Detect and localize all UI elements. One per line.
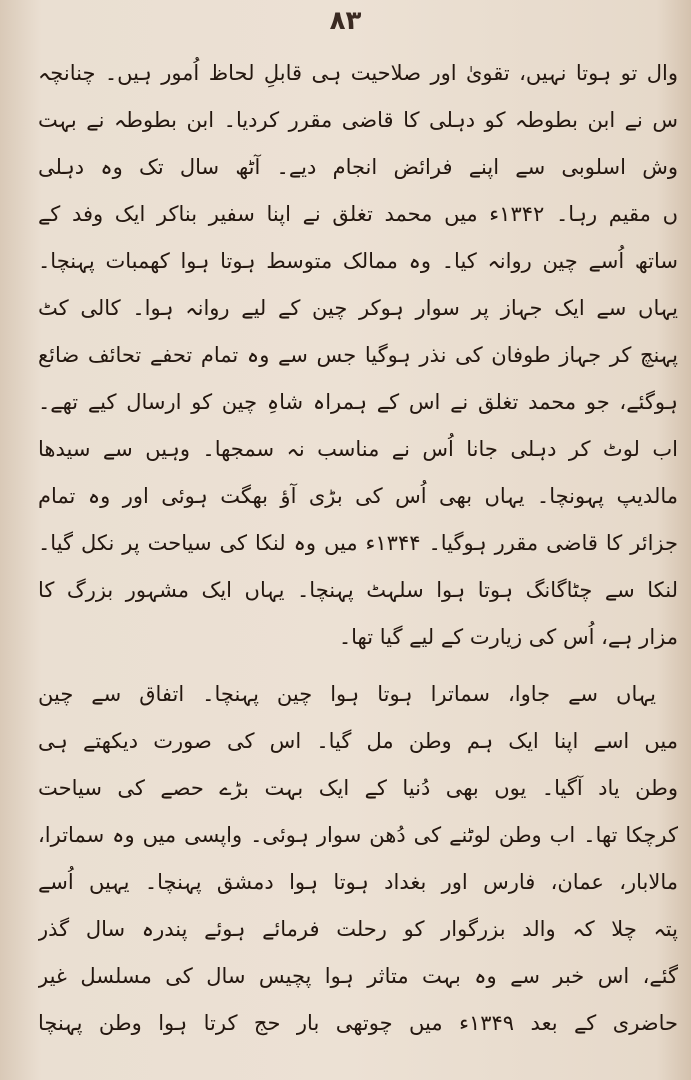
text-line: حاضری کے بعد ۱۳۴۹ء میں چوتھی بار حج کرتا ہوا وطن پہنچا xyxy=(38,1011,678,1035)
text-line: س نے ابن بطوطہ کو دہلی کا قاضی مقرر کردیا۔ ابن بطوطہ نے بہت xyxy=(38,108,678,132)
text-line: پہنچ کر جہاز طوفان کی نذر ہوگیا جس سے وہ تمام تحفے تحائف ضائع xyxy=(38,343,678,367)
text-line: لنکا سے چٹاگانگ ہوتا ہوا سلہٹ پہنچا۔ یہاں ایک مشہور بزرگ کا xyxy=(38,578,678,602)
text-line: کرچکا تھا۔ اب وطن لوٹنے کی دُھن سوار ہوئی۔ واپسی میں وہ سماترا، xyxy=(38,823,678,847)
text-line: یہاں سے جاوا، سماترا ہوتا ہوا چین پہنچا۔ اتفاق سے چین xyxy=(38,682,656,706)
text-line: وطن یاد آگیا۔ یوں بھی دُنیا کے ایک بہت بڑے حصے کی سیاحت xyxy=(38,776,678,800)
text-line: گئے، اس خبر سے وہ بہت متاثر ہوا پچیس سال کی مسلسل غیر xyxy=(38,964,678,988)
page-number: ۸۳ xyxy=(329,6,362,36)
text-line: ساتھ اُسے چین روانہ کیا۔ وہ ممالک متوسط ہوتا ہوا کھمبات پہنچا۔ xyxy=(38,249,678,273)
text-line: پتہ چلا کہ والد بزرگوار کو رحلت فرمائے ہوئے پندرہ سال گذر xyxy=(38,917,678,941)
body-text xyxy=(38,50,678,1047)
text-line: ں مقیم رہا۔ ۱۳۴۲ء میں محمد تغلق نے اپنا سفیر بناکر ایک وفد کے xyxy=(38,202,678,226)
text-line: مالابار، عمان، فارس اور بغداد ہوتا ہوا دمشق پہنچا۔ یہیں اُسے xyxy=(38,870,678,894)
text-line: مزار ہے، اُس کی زیارت کے لیے گیا تھا۔ xyxy=(338,625,678,649)
text-line: وش اسلوبی سے اپنے فرائض انجام دیے۔ آٹھ سال تک وہ دہلی xyxy=(38,155,678,179)
text-line: ہوگئے، جو محمد تغلق نے اس کے ہمراہ شاہِ چین کو ارسال کیے تھے۔ xyxy=(38,390,678,414)
text-line: وال تو ہوتا نہیں، تقویٰ اور صلاحیت ہی قابلِ لحاظ اُمور ہیں۔ چنانچہ xyxy=(38,61,678,85)
text-line: یہاں سے ایک جہاز پر سوار ہوکر چین کے لیے روانہ ہوا۔ کالی کٹ xyxy=(38,296,678,320)
text-line: مالدیپ پہونچا۔ یہاں بھی اُس کی بڑی آؤ بھگت ہوئی اور وہ تمام xyxy=(38,484,678,508)
text-line: اب لوٹ کر دہلی جانا اُس نے مناسب نہ سمجھا۔ وہیں سے سیدھا xyxy=(38,437,678,461)
text-line: میں اسے اپنا ایک ہم وطن مل گیا۔ اس کی صورت دیکھتے ہی xyxy=(38,729,678,753)
text-line: جزائر کا قاضی مقرر ہوگیا۔ ۱۳۴۴ء میں وہ لنکا کی سیاحت پر نکل گیا۔ xyxy=(38,531,678,555)
